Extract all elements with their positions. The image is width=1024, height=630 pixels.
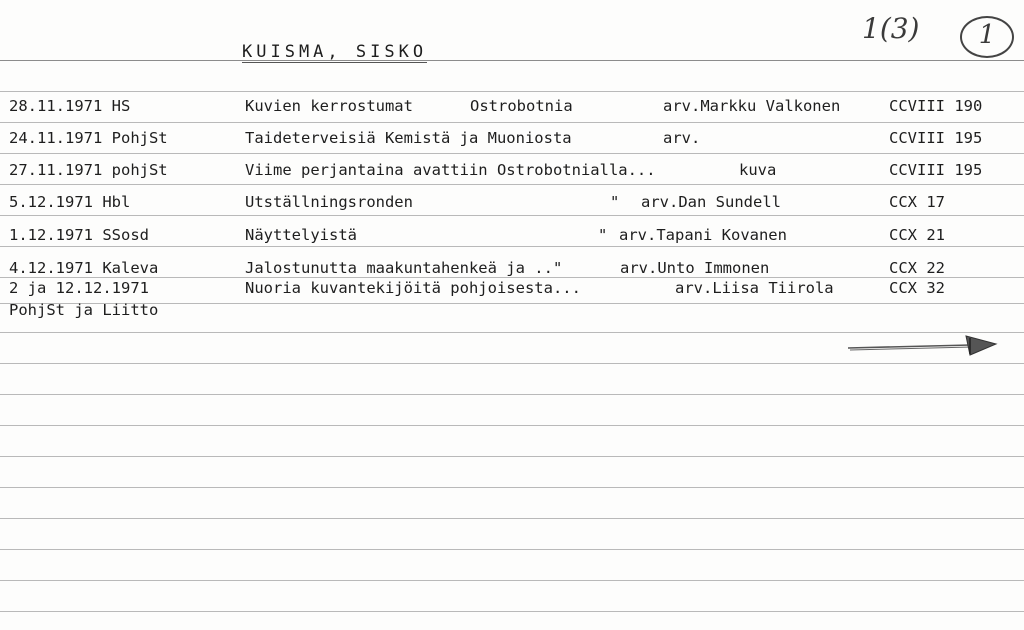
- rule-line: [0, 580, 1024, 581]
- entry-author: arv.Unto Immonen: [620, 259, 770, 277]
- rule-line: [0, 425, 1024, 426]
- entry-author: arv.: [663, 129, 701, 147]
- entry-author: arv.Liisa Tiirola: [675, 279, 834, 297]
- entry-ref: CCX 22: [889, 259, 945, 277]
- entry-title: Taideterveisiä Kemistä ja Muoniosta: [245, 129, 572, 147]
- card-title: KUISMA, SISKO: [242, 42, 428, 62]
- entry-title: Näyttelyistä: [245, 226, 357, 244]
- entry-title: Kuvien kerrostumat: [245, 97, 413, 115]
- rule-line: [0, 91, 1024, 92]
- entry-author: arv.Markku Valkonen: [663, 97, 841, 115]
- entry-date: 1.12.1971 SSosd: [9, 226, 149, 244]
- entry-date: 5.12.1971 Hbl: [9, 193, 131, 211]
- entry-extra: Ostrobotnia: [470, 97, 573, 115]
- entry-date: 27.11.1971 pohjSt: [9, 161, 168, 179]
- rule-line: [0, 487, 1024, 488]
- entry-date: 28.11.1971 HS: [9, 97, 131, 115]
- entry-title: Nuoria kuvantekijöitä pohjoisesta...: [245, 279, 581, 297]
- entry-row: [0, 258, 1024, 278]
- rule-line: [0, 363, 1024, 364]
- entry-row: [0, 160, 1024, 180]
- rule-line: [0, 122, 1024, 123]
- entry-ditto: ": [598, 226, 608, 244]
- entry-author: kuva: [739, 161, 777, 179]
- entry-continuation: PohjSt ja Liitto: [9, 301, 159, 319]
- rule-line: [0, 215, 1024, 216]
- entry-title: Viime perjantaina avattiin Ostrobotnialla...: [245, 161, 656, 179]
- entry-ref: CCVIII 195: [889, 129, 983, 147]
- entry-date: 24.11.1971 PohjSt: [9, 129, 168, 147]
- rule-line: [0, 611, 1024, 612]
- entry-date: 2 ja 12.12.1971: [9, 279, 149, 297]
- entry-ref: CCVIII 190: [889, 97, 983, 115]
- circled-number-text: 1: [978, 20, 996, 50]
- entry-ref: CCX 32: [889, 279, 945, 297]
- entry-row: [0, 192, 1024, 212]
- entry-ref: CCX 21: [889, 226, 945, 244]
- entry-ref: CCVIII 195: [889, 161, 983, 179]
- entry-ref: CCX 17: [889, 193, 945, 211]
- rule-line: [0, 246, 1024, 247]
- entry-row: [0, 225, 1024, 245]
- entry-author: arv.Dan Sundell: [641, 193, 781, 211]
- rule-line: [0, 60, 1024, 61]
- entry-row: [0, 278, 1024, 298]
- entry-row: [0, 128, 1024, 148]
- right-arrow-icon: [846, 332, 1002, 360]
- entry-title: Jalostunutta maakuntahenkeä ja ..": [245, 259, 563, 277]
- rule-line: [0, 153, 1024, 154]
- rule-line: [0, 518, 1024, 519]
- entry-title: Utställningsronden: [245, 193, 413, 211]
- entry-row: [0, 96, 1024, 116]
- page-marker: 1(3): [862, 12, 920, 45]
- entry-ditto: ": [610, 193, 620, 211]
- rule-line: [0, 456, 1024, 457]
- rule-line: [0, 184, 1024, 185]
- entry-author: arv.Tapani Kovanen: [619, 226, 787, 244]
- rule-line: [0, 549, 1024, 550]
- entry-date: 4.12.1971 Kaleva: [9, 259, 159, 277]
- rule-line: [0, 394, 1024, 395]
- circled-number: [960, 16, 1014, 58]
